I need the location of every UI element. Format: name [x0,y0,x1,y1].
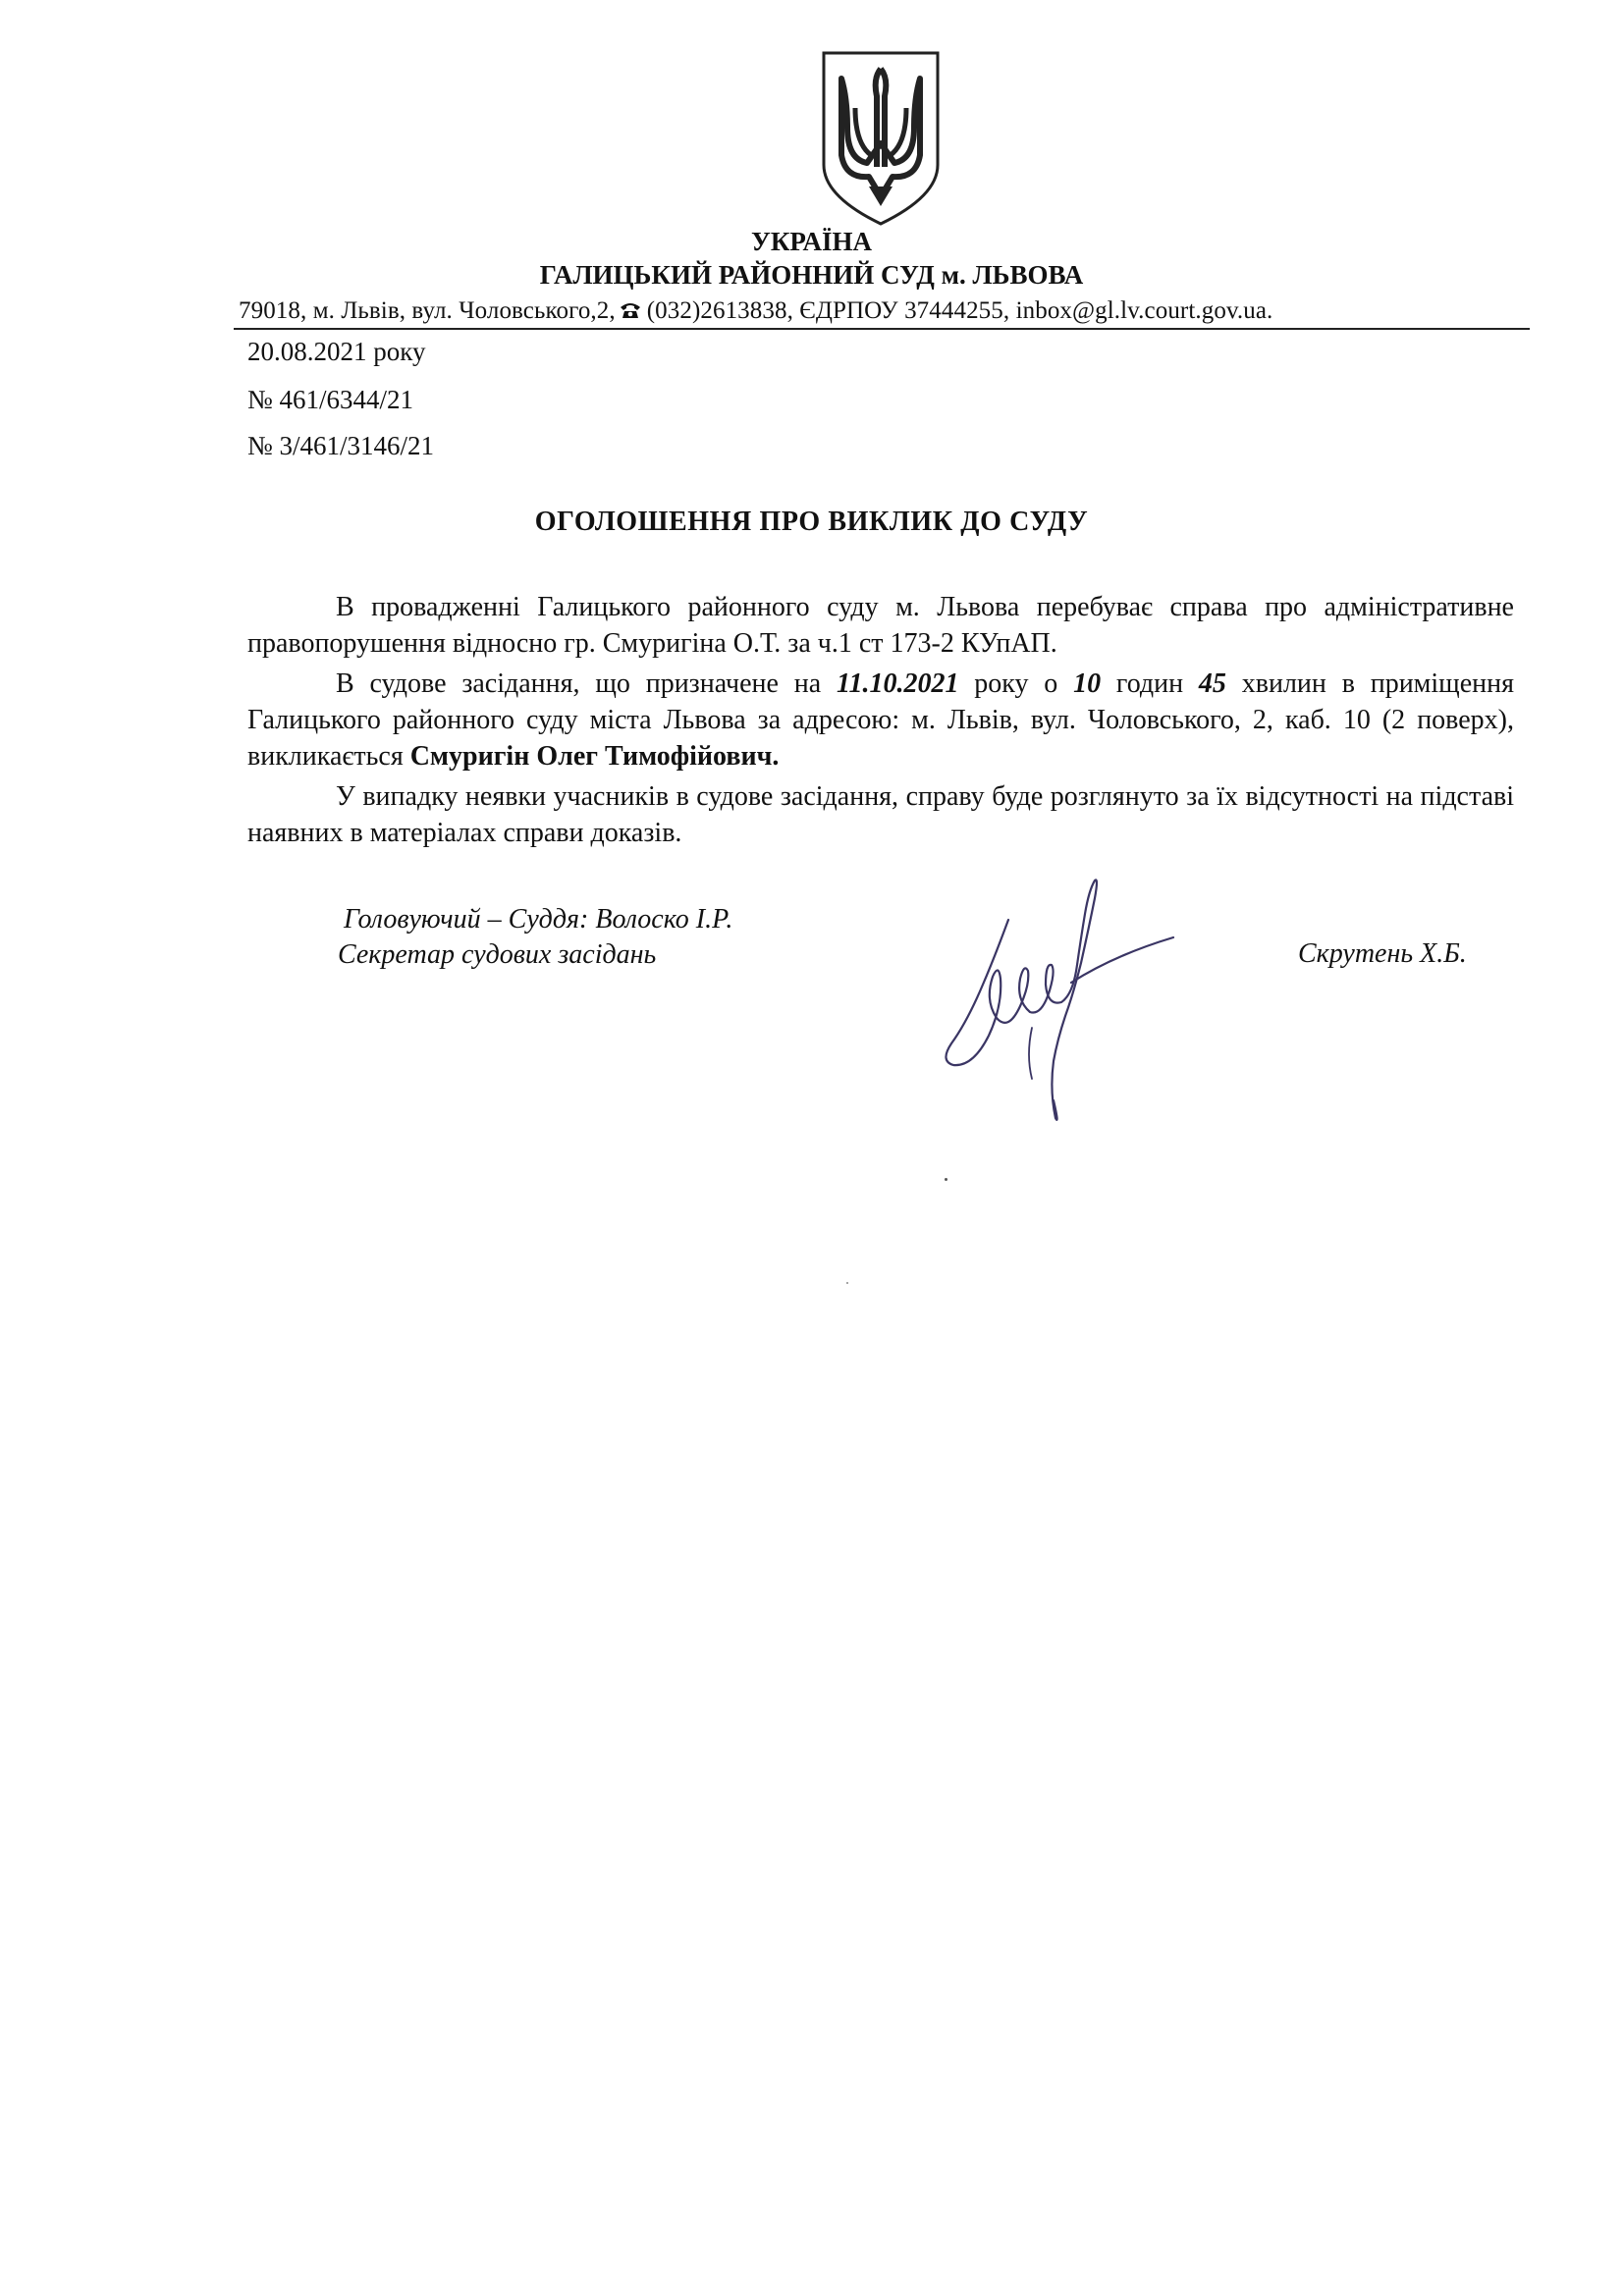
hearing-hours: 10 [1073,668,1102,699]
judge-signature-label: Головуючий – Суддя: Волоско І.Р. [344,904,733,934]
header-divider [234,328,1530,330]
paragraph-absence-warning-text: У випадку неявки учасників в судове засідання, справу буде розглянуто за їх відсутності на підставі наявних в матеріалах справи доказів. [247,781,1514,848]
hearing-date: 11.10.2021 [836,668,959,699]
case-number: № 461/6344/21 [247,385,414,414]
paragraph-absence-warning [247,778,1514,851]
paragraph-case-info-text: В провадженні Галицького районного суду м. Львова перебуває справа про адміністративне правопорушення відносно гр. Смуригіна О.Т. за ч.1 ст 173-2 КУпАП. [247,592,1514,659]
country-heading: УКРАЇНА [751,227,872,256]
document-title: ОГОЛОШЕННЯ ПРО ВИКЛИК ДО СУДУ [534,507,1089,537]
paragraph-case-info [247,589,1514,662]
court-address: 79018, м. Львів, вул. Чоловського,2, [239,297,616,324]
hearing-minutes: 45 [1198,668,1226,699]
paragraph-hearing-info [247,666,1514,774]
notice-body [247,589,1514,855]
court-name-heading: ГАЛИЦЬКИЙ РАЙОННИЙ СУД м. ЛЬВОВА [539,260,1084,290]
proceeding-number: № 3/461/3146/21 [247,431,435,460]
secretary-name: Скрутень Х.Б. [1298,938,1467,969]
hearing-text-c: годин [1115,668,1184,699]
handwritten-signature [938,869,1183,1124]
trident-coat-of-arms-icon [816,49,946,228]
hearing-text-d: хвилин в приміщення Галицького районного суду міста Львова за адресою: м. Львів, вул. Чоловського, 2, каб. 10 (2 поверх), викликається [247,668,1515,772]
scan-speck [945,1178,947,1181]
secretary-signature-label: Секретар судових засідань [338,939,657,970]
summoned-person-name: Смуригін Олег Тимофійович. [409,741,780,772]
court-phone-and-email: (032)2613838, ЄДРПОУ 37444255, inbox@gl.lv.court.gov.ua. [646,297,1273,324]
document-date: 20.08.2021 року [247,337,426,366]
court-contact-line [239,294,1272,329]
hearing-text-a: В судове засідання, що призначене на [336,668,822,699]
scan-speck [846,1282,848,1284]
hearing-text-b: року о [974,668,1058,699]
telephone-icon [620,295,641,329]
